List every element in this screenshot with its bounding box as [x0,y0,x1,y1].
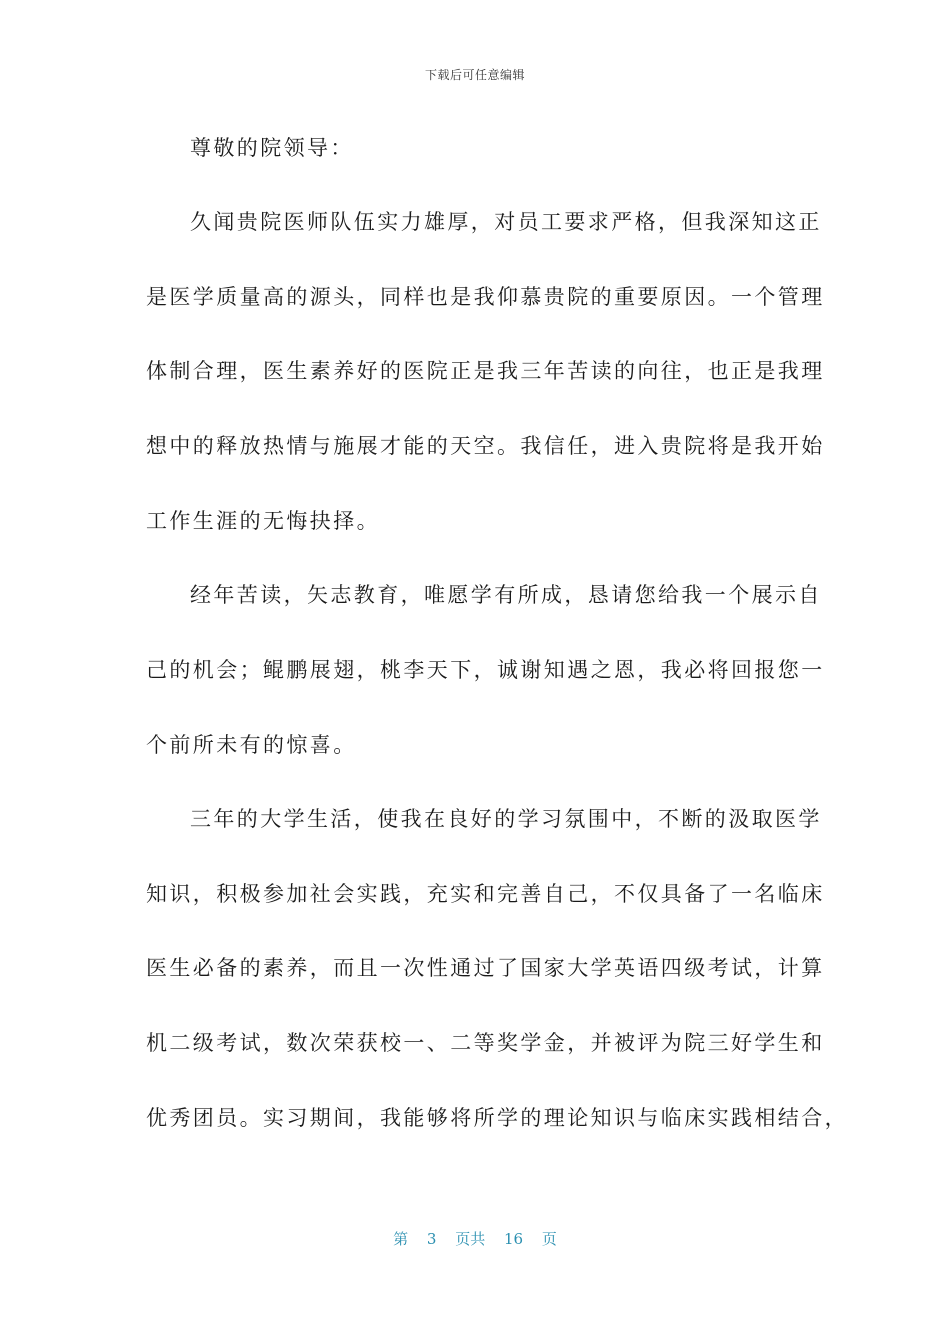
body-line: 久闻贵院医师队伍实力雄厚，对员工要求严格，但我深知这正 [190,210,822,234]
body-line: 工作生涯的无悔抉择。 [146,509,380,533]
body-line: 优秀团员。实习期间，我能够将所学的理论知识与临床实践相结合， [146,1106,848,1130]
page-footer: 第 3 页共 16 页 [393,1230,557,1248]
body-line: 知识，积极参加社会实践，充实和完善自己，不仅具备了一名临床 [146,882,825,906]
body-line: 医生必备的素养，而且一次性通过了国家大学英语四级考试，计算 [146,956,825,980]
body-line: 机二级考试，数次荣获校一、二等奖学金，并被评为院三好学生和 [146,1031,825,1055]
page-header: 下载后可任意编辑 [424,68,525,82]
body-line: 个前所未有的惊喜。 [146,733,357,757]
body-line: 己的机会；鲲鹏展翅，桃李天下，诚谢知遇之恩，我必将回报您一 [146,658,825,682]
salutation-line: 尊敬的院领导： [190,136,354,160]
body-line: 想中的释放热情与施展才能的天空。我信任，进入贵院将是我开始 [146,434,825,458]
body-line: 是医学质量高的源头，同样也是我仰慕贵院的重要原因。一个管理 [146,285,825,309]
body-line: 体制合理，医生素养好的医院正是我三年苦读的向往，也正是我理 [146,359,825,383]
body-line: 经年苦读，矢志教育，唯愿学有所成，恳请您给我一个展示自 [190,583,822,607]
body-line: 三年的大学生活，使我在良好的学习氛围中，不断的汲取医学 [190,807,822,831]
